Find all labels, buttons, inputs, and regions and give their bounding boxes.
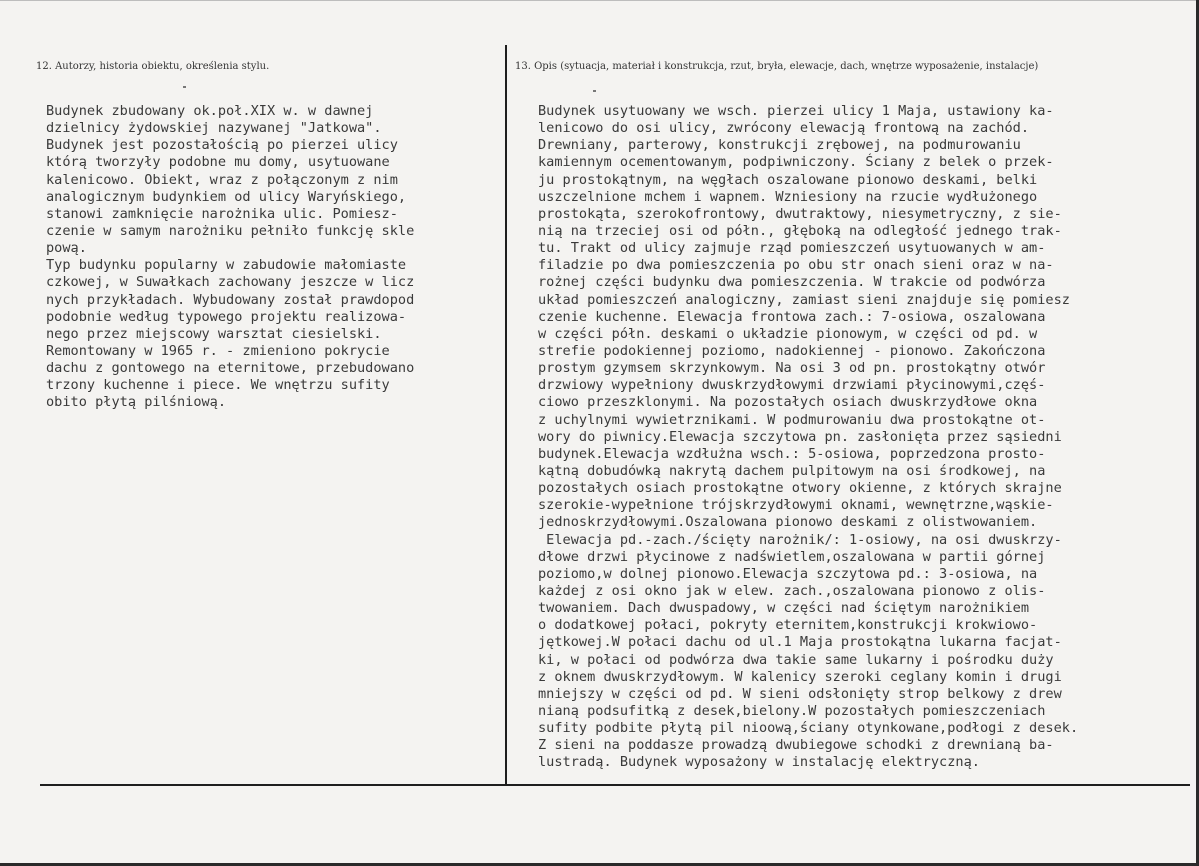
text-line: nianą podsufitką z desek,bielony.W pozostałych pomieszczeniach [538, 702, 1046, 719]
text-line: Drewniany, parterowy, konstrukcji zrębowej, na podmurowaniu [538, 137, 1021, 154]
text-line: ju prostokątnym, na węgłach oszalowane pionowo deskami, belki [538, 171, 1038, 188]
text-line: uszczelnione mchem i wapnem. Wzniesiony na rzucie wydłużonego [538, 188, 1038, 205]
text-line: Budynek zbudowany ok.poł.XIX w. w dawnej [46, 103, 374, 119]
text-line: prostym gzymsem skrzynkowym. Na osi 3 od pn. prostokątny otwór [538, 360, 1046, 377]
text-line: dłowe drzwi płycinowe z nadświetlem,oszalowana w partii górnej [538, 548, 1046, 565]
text-line: kątną dobudówką nakrytą dachem pulpitowym na osi środkowej, na [538, 462, 1046, 479]
text-line: jednoskrzydłowymi.Oszalowana pionowo deskami z olistwowaniem. [538, 514, 1038, 531]
text-line: dzielnicy żydowskiej nazywanej "Jatkowa". [46, 120, 382, 137]
text-line: analogicznym budynkiem od ulicy Waryńskiego, [46, 188, 407, 205]
bottom-rule [40, 784, 1190, 786]
text-line: stanowi zamknięcie narożnika ulic. Pomiesz- [46, 205, 398, 222]
text-line: tu. Trakt od ulicy zajmuje rząd pomieszczeń usytuowanych w am- [538, 240, 1046, 257]
text-line: prostokąta, szerokofrontowy, dwutraktowy, niesymetryczny, z sie- [538, 205, 1062, 222]
text-line: czenie kuchenne. Elewacja frontowa zach.: 7-osiowa, oszalowana [538, 308, 1046, 325]
text-line: z oknem dwuskrzydłowym. W kalenicy szeroki ceglany komin i drugi [538, 668, 1062, 685]
text-line: podobnie według typowego projektu realizowa- [46, 308, 407, 325]
text-line: lustradą. Budynek wyposażony w instalację elektryczną. [538, 754, 980, 771]
text-line: każdej z osi okno jak w elew. zach.,oszalowana pionowo z olis- [538, 582, 1046, 599]
text-line: czkowej, w Suwałkach zachowany jeszcze w licz [46, 274, 415, 291]
text-line: strefie podokiennej poziomo, nadokiennej - pionowo. Zakończona [538, 342, 1046, 359]
left-column-header: 12. Autorzy, historia obiektu, określenia stylu. [36, 61, 270, 72]
text-line: jętkowej.W połaci dachu od ul.1 Maja prostokątna lukarna facjat- [538, 634, 1062, 651]
text-line: kamiennym ocementowanym, podpiwniczony. Ściany z belek o przek- [538, 154, 1054, 171]
text-line: o dodatkowej połaci, pokryty eternitem,konstrukcji krokwiowo- [538, 617, 1038, 634]
text-line: budynek.Elewacja wzdłużna wsch.: 5-osiowa, poprzedzona prosto- [538, 445, 1046, 462]
text-line: mniejszy w części od pd. W sieni odsłonięty strop belkowy z drew [538, 685, 1062, 702]
text-line: poziomo,w dolnej pionowo.Elewacja szczytowa pd.: 3-osiowa, na [538, 565, 1038, 582]
history-text [46, 103, 508, 412]
text-line: Z sieni na poddasze prowadzą dwubiegowe schodki z drewnianą ba- [538, 737, 1054, 754]
text-line: Typ budynku popularny w zabudowie małomiaste [46, 257, 407, 274]
text-line: obito płytą pilśniową. [46, 394, 227, 411]
text-line: nych przykładach. Wybudowany został prawdopod [46, 291, 415, 308]
text-line: sufity podbite płytą pil nioową,ściany otynkowane,podłogi z desek. [538, 720, 1079, 737]
text-line: pozostałych osiach prostokątne otwory okienne, z których skrajne [538, 480, 1062, 497]
text-line: Budynek usytuowany we wsch. pierzei ulicy 1 Maja, ustawiony ka- [538, 103, 1054, 119]
text-line: układ pomieszczeń analogiczny, zamiast sieni znajduje się pomiesz [538, 291, 1070, 308]
right-column-header: 13. Opis (sytuacja, materiał i konstrukcja, rzut, bryła, elewacje, dach, wnętrze wyposażenie, instalacje) [515, 61, 1039, 72]
top-edge [0, 0, 1199, 1]
text-line: Elewacja pd.-zach./ścięty narożnik/: 1-osiowy, na osi dwuskrzy- [538, 531, 1062, 548]
text-line: nią na trzeciej osi od półn., głęboką na odległość jednego trak- [538, 222, 1062, 239]
description-text [538, 103, 1199, 771]
text-line: lenicowo do osi ulicy, zwrócony elewacją frontową na zachód. [538, 120, 1030, 137]
text-line: w części półn. deskami o układzie pionowym, w części od pd. w [538, 325, 1038, 342]
text-line: kalenicowo. Obiekt, wraz z połączonym z nim [46, 171, 398, 188]
text-line: rożnej części budynku dwa pomieszczenia. W trakcie od podwórza [538, 274, 1046, 291]
text-line: wory do piwnicy.Elewacja szczytowa pn. zasłonięta przez sąsiedni [538, 428, 1062, 445]
text-line: szerokie-wypełnione trójskrzydłowymi oknami, wewnętrzne,wąskie- [538, 497, 1054, 514]
text-line: z uchylnymi wywietrznikami. W podmurowaniu dwa prostokątne ot- [538, 411, 1046, 428]
text-line: pową. [46, 240, 87, 257]
text-line: Budynek jest pozostałością po pierzei ulicy [46, 137, 398, 154]
text-line: dachu z gontowego na eternitowe, przebudowano [46, 360, 415, 377]
text-line: czenie w samym narożniku pełniło funkcję skle [46, 222, 415, 239]
ink-dot [593, 90, 596, 92]
text-line: którą tworzyły podobne mu domy, usytuowane [46, 154, 390, 171]
ink-dot [183, 86, 186, 88]
text-line: Remontowany w 1965 r. - zmieniono pokrycie [46, 342, 390, 359]
text-line: nego przez miejscowy warsztat ciesielski. [46, 325, 382, 342]
text-line: ki, w połaci od podwórza dwa takie same lukarny i pośrodku duży [538, 651, 1054, 668]
text-line: drzwiowy wypełniony dwuskrzydłowymi drzwiami płycinowymi,częś- [538, 377, 1046, 394]
text-line: ciowo przeszklonymi. Na pozostałych osiach dwuskrzydłowe okna [538, 394, 1038, 411]
text-line: trzony kuchenne i piece. We wnętrzu sufity [46, 377, 390, 394]
text-line: twowaniem. Dach dwuspadowy, w części nad ściętym narożnikiem [538, 600, 1030, 617]
text-line: filadzie po dwa pomieszczenia po obu str onach sieni oraz w na- [538, 257, 1054, 274]
